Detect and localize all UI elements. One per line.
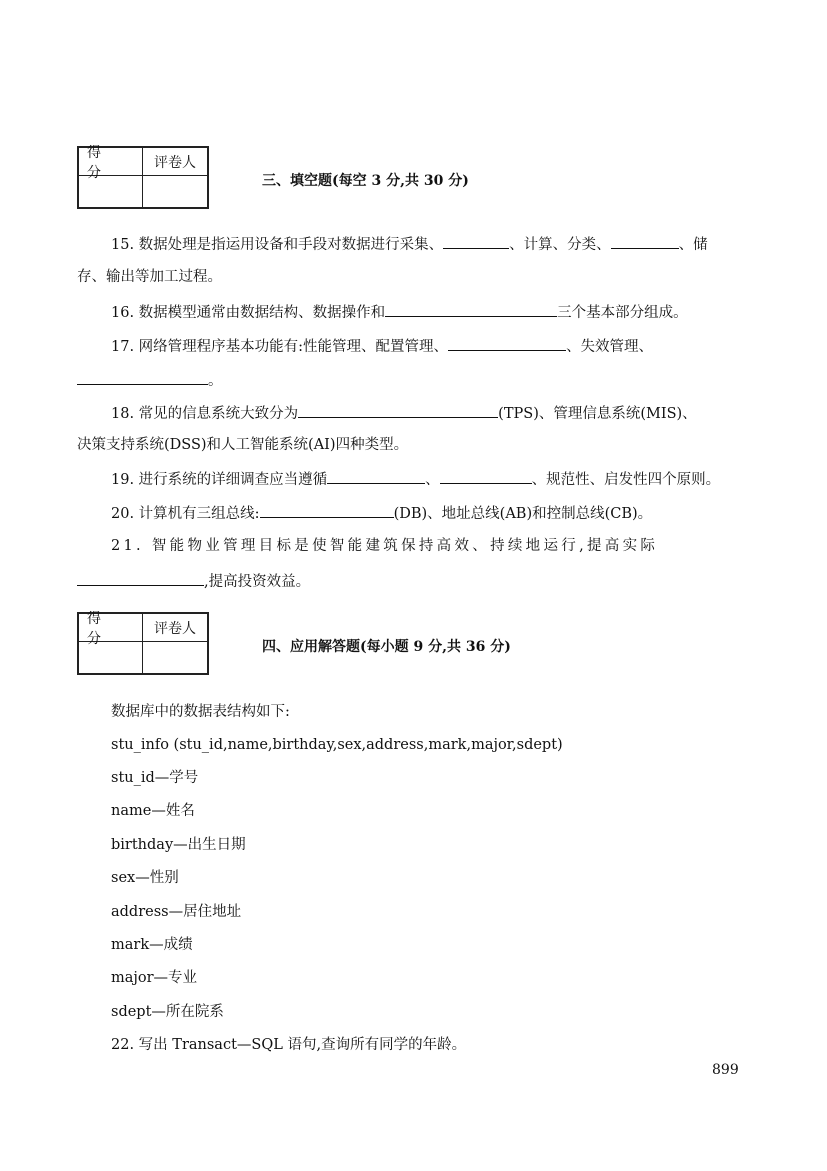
score-cell	[79, 176, 143, 207]
section3-title: 三、填空题(每空 3 分,共 30 分)	[262, 173, 469, 189]
q16-line	[111, 302, 688, 322]
q21-blank	[77, 571, 204, 586]
q19-text-b: 、	[425, 472, 440, 488]
schema-intro: 数据库中的数据表结构如下:	[111, 704, 290, 720]
q17-text-a: 17. 网络管理程序基本功能有:性能管理、配置管理、	[111, 339, 449, 355]
q17-line2	[77, 370, 223, 390]
q17-text-b: 、失效管理、	[566, 339, 654, 355]
schema-field: name—姓名	[111, 803, 195, 819]
schema-field: mark—成绩	[111, 937, 193, 953]
q18-text-b: (TPS)、管理信息系统(MIS)、	[498, 406, 697, 422]
grader-cell	[143, 176, 207, 207]
grader-header: 评卷人	[143, 614, 207, 642]
q20-line	[111, 503, 652, 523]
q19-text-a: 19. 进行系统的详细调查应当遵循	[111, 472, 328, 488]
q16-text-a: 16. 数据模型通常由数据结构、数据操作和	[111, 305, 386, 321]
q15-line2: 存、输出等加工过程。	[77, 269, 222, 285]
q22-line: 22. 写出 Transact—SQL 语句,查询所有同学的年龄。	[111, 1037, 467, 1053]
schema-table: stu_info (stu_id,name,birthday,sex,address,mark,major,sdept)	[111, 737, 563, 753]
score-header: 得 分	[79, 148, 143, 176]
q16-text-b: 三个基本部分组成。	[557, 305, 688, 321]
q17-line1	[111, 336, 653, 356]
schema-field: sex—性别	[111, 870, 179, 886]
schema-field: address—居住地址	[111, 904, 242, 920]
q15-text-b: 、计算、分类、	[509, 237, 611, 253]
q20-text-a: 20. 计算机有三组总线:	[111, 506, 260, 522]
schema-field: sdept—所在院系	[111, 1004, 224, 1020]
schema-field: birthday—出生日期	[111, 837, 246, 853]
score-box-section4	[77, 612, 209, 675]
section4-title: 四、应用解答题(每小题 9 分,共 36 分)	[262, 639, 511, 655]
q17-text-c: 。	[208, 373, 223, 389]
score-header: 得 分	[79, 614, 143, 642]
q21-text-b: ,提高投资效益。	[204, 574, 311, 590]
q18-line2: 决策支持系统(DSS)和人工智能系统(AI)四种类型。	[77, 437, 409, 453]
q21-line2	[77, 571, 310, 591]
score-box-section3	[77, 146, 209, 209]
q16-blank	[385, 302, 557, 317]
grader-header: 评卷人	[143, 148, 207, 176]
schema-field: stu_id—学号	[111, 770, 199, 786]
q21-line1: 21. 智能物业管理目标是使智能建筑保持高效、持续地运行,提高实际	[111, 538, 659, 554]
grader-cell	[143, 642, 207, 673]
q19-blank-1	[327, 469, 425, 484]
page-number: 899	[712, 1062, 739, 1078]
schema-field: major—专业	[111, 970, 198, 986]
q18-text-a: 18. 常见的信息系统大致分为	[111, 406, 299, 422]
q20-blank	[260, 503, 394, 518]
score-cell	[79, 642, 143, 673]
q19-text-c: 、规范性、启发性四个原则。	[531, 472, 721, 488]
q15-line1	[111, 234, 708, 254]
q15-blank-1	[443, 234, 509, 249]
q17-blank-1	[448, 336, 566, 351]
q19-line	[111, 469, 720, 489]
q15-blank-2	[611, 234, 679, 249]
q20-text-b: (DB)、地址总线(AB)和控制总线(CB)。	[393, 506, 653, 522]
q15-text-a: 15. 数据处理是指运用设备和手段对数据进行采集、	[111, 237, 444, 253]
q17-blank-2	[77, 370, 208, 385]
q18-blank	[298, 403, 498, 418]
q19-blank-2	[440, 469, 532, 484]
q15-text-c: 、储	[678, 237, 708, 253]
q18-line1	[111, 403, 697, 423]
